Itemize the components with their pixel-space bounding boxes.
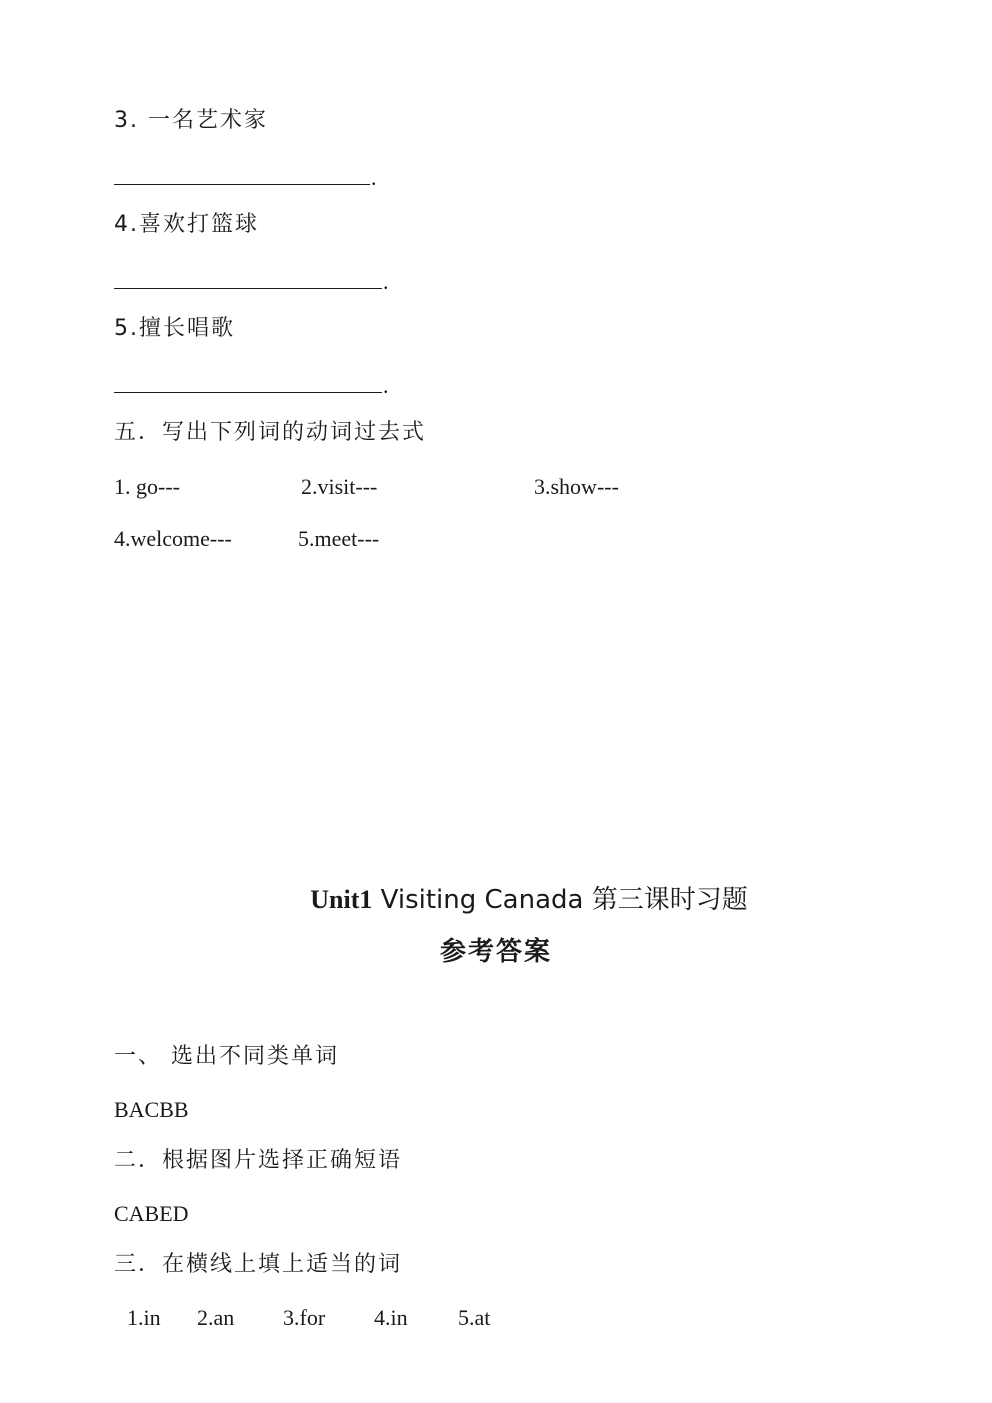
answer-blank-4[interactable] — [114, 268, 382, 289]
answer-key-title — [0, 884, 992, 916]
answer-section-2-text: CABED — [114, 1201, 189, 1226]
word-item: 2.visit--- — [301, 474, 378, 499]
answer-item: 3.for — [283, 1305, 326, 1330]
blank-period: . — [383, 269, 389, 294]
question-4-prompt: 4.喜欢打篮球 — [114, 212, 259, 237]
title-unit: Unit1 — [310, 885, 373, 914]
blank-period: . — [383, 373, 389, 398]
word-item: 3.show--- — [534, 474, 619, 499]
answer-item: 4.in — [374, 1305, 408, 1330]
answer-section-1-heading: 一、 选出不同类单词 — [114, 1044, 339, 1069]
section-5-heading: 五．写出下列词的动词过去式 — [114, 420, 427, 445]
answer-section-2-heading: 二．根据图片选择正确短语 — [114, 1148, 403, 1173]
question-3-prompt: 3. 一名艺术家 — [114, 108, 268, 133]
answer-item: 5.at — [458, 1305, 491, 1330]
blank-period: . — [371, 165, 377, 190]
answer-section-1-text: BACBB — [114, 1097, 189, 1122]
word-item: 5.meet--- — [298, 526, 380, 551]
answer-section-3-heading: 三．在横线上填上适当的词 — [114, 1252, 403, 1277]
answer-blank-3[interactable] — [114, 164, 370, 185]
word-item: 1. go--- — [114, 474, 180, 499]
title-text: Visiting Canada 第三课时习题 — [372, 885, 748, 915]
answer-item: 1.in — [127, 1305, 161, 1330]
answer-blank-5[interactable] — [114, 372, 382, 393]
answer-item: 2.an — [197, 1305, 235, 1330]
answer-key-subtitle: 参考答案 — [439, 937, 552, 967]
question-5-prompt: 5.擅长唱歌 — [114, 316, 235, 341]
word-item: 4.welcome--- — [114, 526, 232, 551]
